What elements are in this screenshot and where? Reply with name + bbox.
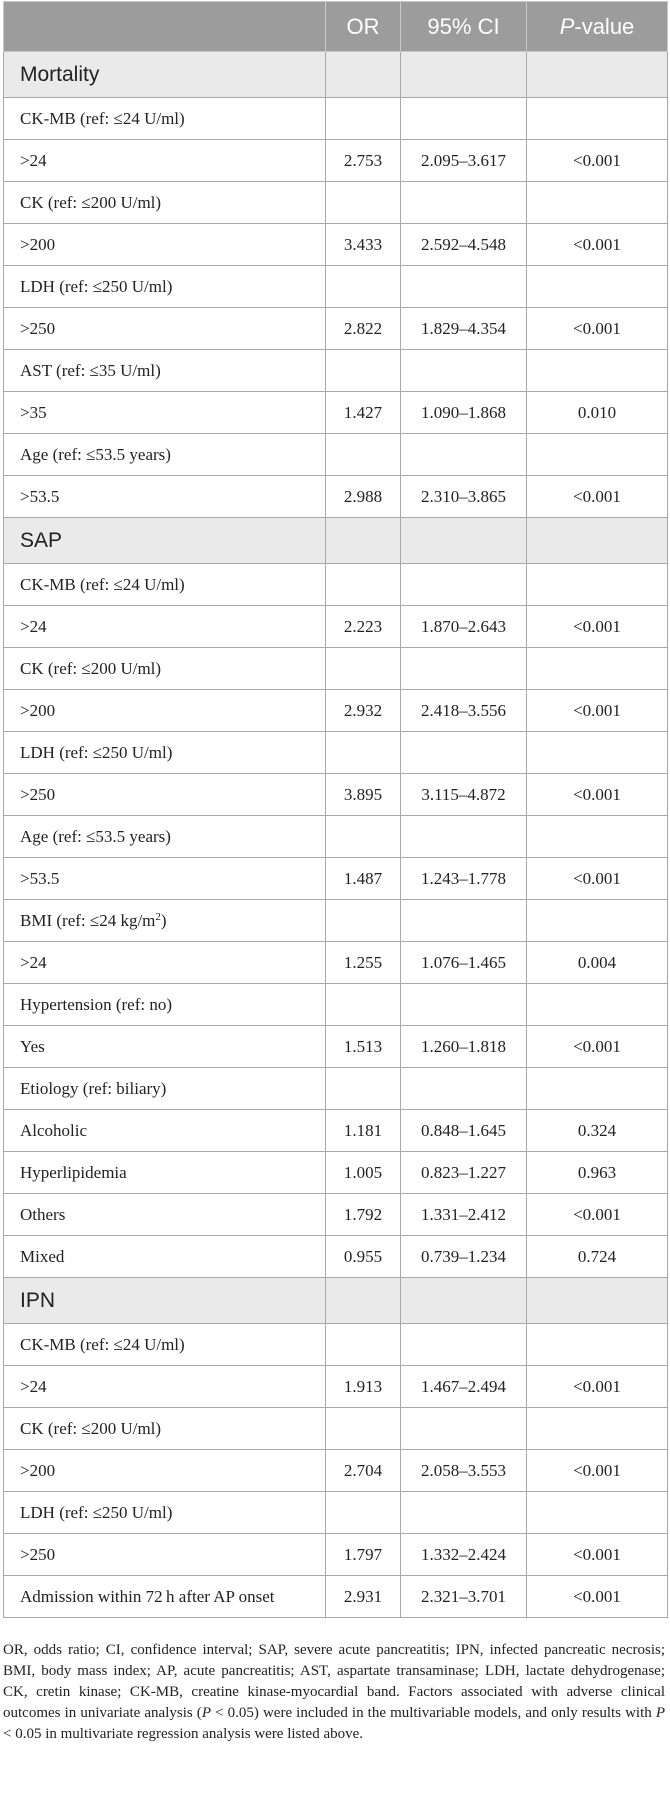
- confidence-interval-cell: 0.823–1.227: [401, 1152, 527, 1194]
- odds-ratio-cell: 1.427: [326, 392, 401, 434]
- p-value-cell: <0.001: [527, 1366, 668, 1408]
- table-row: [4, 984, 668, 1026]
- section-empty-cell: [401, 52, 527, 98]
- section-empty-cell: [326, 518, 401, 564]
- row-label: [4, 648, 326, 690]
- table-row: [4, 732, 668, 774]
- row-label: [4, 350, 326, 392]
- table-row: [4, 1450, 668, 1492]
- table-row: [4, 98, 668, 140]
- table-row: [4, 1152, 668, 1194]
- section-empty-cell: [527, 1278, 668, 1324]
- odds-ratio-cell: 2.931: [326, 1576, 401, 1618]
- confidence-interval-cell: 1.331–2.412: [401, 1194, 527, 1236]
- p-value-cell: [527, 1068, 668, 1110]
- p-value-cell: <0.001: [527, 1534, 668, 1576]
- confidence-interval-cell: 2.592–4.548: [401, 224, 527, 266]
- row-label: [4, 182, 326, 224]
- confidence-interval-cell: [401, 1492, 527, 1534]
- table-row: [4, 1366, 668, 1408]
- confidence-interval-cell: [401, 434, 527, 476]
- table-row: [4, 1534, 668, 1576]
- header-ci: 95% CI: [401, 2, 527, 52]
- footnote-text-2: < 0.05) were included in the multivariable models, and only results with: [210, 1705, 656, 1721]
- odds-ratio-cell: [326, 266, 401, 308]
- p-value-cell: [527, 98, 668, 140]
- table-row: [4, 140, 668, 182]
- section-title: SAP: [4, 518, 326, 564]
- confidence-interval-cell: 1.260–1.818: [401, 1026, 527, 1068]
- table-row: [4, 648, 668, 690]
- table-row: [4, 1110, 668, 1152]
- row-label: [4, 606, 326, 648]
- row-label-text: >35: [20, 402, 47, 422]
- table-row: [4, 1576, 668, 1618]
- table-row: [4, 350, 668, 392]
- row-label-text: >250: [20, 784, 56, 804]
- row-label-text: Hypertension (ref: no): [20, 994, 173, 1014]
- confidence-interval-cell: [401, 648, 527, 690]
- row-label-text: >24: [20, 1376, 47, 1396]
- odds-ratio-cell: 1.913: [326, 1366, 401, 1408]
- confidence-interval-cell: 1.467–2.494: [401, 1366, 527, 1408]
- p-value-cell: [527, 732, 668, 774]
- row-label-text: >250: [20, 318, 56, 338]
- odds-ratio-cell: [326, 98, 401, 140]
- table-row: [4, 476, 668, 518]
- table-row: [4, 858, 668, 900]
- confidence-interval-cell: [401, 1408, 527, 1450]
- row-label-text: >53.5: [20, 868, 60, 888]
- confidence-interval-cell: [401, 182, 527, 224]
- p-value-cell: [527, 182, 668, 224]
- confidence-interval-cell: 2.310–3.865: [401, 476, 527, 518]
- row-label: [4, 266, 326, 308]
- odds-ratio-cell: 1.797: [326, 1534, 401, 1576]
- table-row: [4, 816, 668, 858]
- p-value-cell: [527, 984, 668, 1026]
- row-label: [4, 1450, 326, 1492]
- row-label-text: LDH (ref: ≤250 U/ml): [20, 1502, 173, 1522]
- odds-ratio-cell: 2.988: [326, 476, 401, 518]
- p-value-cell: <0.001: [527, 858, 668, 900]
- row-label: [4, 1194, 326, 1236]
- odds-ratio-cell: [326, 1068, 401, 1110]
- row-label-text: Alcoholic: [20, 1120, 88, 1140]
- p-value-cell: <0.001: [527, 140, 668, 182]
- confidence-interval-cell: 1.870–2.643: [401, 606, 527, 648]
- row-label: [4, 942, 326, 984]
- p-value-cell: [527, 1408, 668, 1450]
- odds-ratio-cell: [326, 1324, 401, 1366]
- odds-ratio-cell: [326, 648, 401, 690]
- table-row: [4, 308, 668, 350]
- p-value-cell: [527, 1324, 668, 1366]
- odds-ratio-cell: [326, 564, 401, 606]
- odds-ratio-cell: 2.223: [326, 606, 401, 648]
- confidence-interval-cell: 2.418–3.556: [401, 690, 527, 732]
- p-value-cell: [527, 816, 668, 858]
- row-label-text: LDH (ref: ≤250 U/ml): [20, 276, 173, 296]
- row-label: [4, 732, 326, 774]
- table-row: [4, 182, 668, 224]
- p-value-cell: [527, 648, 668, 690]
- section-empty-cell: [401, 1278, 527, 1324]
- row-label: [4, 690, 326, 732]
- footnote-p-1: P: [201, 1705, 211, 1721]
- row-label: [4, 308, 326, 350]
- p-value-cell: [527, 1492, 668, 1534]
- confidence-interval-cell: [401, 350, 527, 392]
- table-body: [4, 52, 668, 1618]
- row-label-tail: ): [160, 910, 167, 930]
- odds-ratio-cell: 2.932: [326, 690, 401, 732]
- odds-ratio-cell: 3.895: [326, 774, 401, 816]
- p-value-cell: <0.001: [527, 1194, 668, 1236]
- confidence-interval-cell: [401, 900, 527, 942]
- row-label-text: >24: [20, 150, 47, 170]
- footnote-p-2: P: [655, 1705, 666, 1721]
- row-label-text: CK-MB (ref: ≤24 U/ml): [20, 108, 185, 128]
- p-value-cell: <0.001: [527, 1450, 668, 1492]
- row-label-text: CK-MB (ref: ≤24 U/ml): [20, 1334, 185, 1354]
- confidence-interval-cell: [401, 816, 527, 858]
- confidence-interval-cell: 1.090–1.868: [401, 392, 527, 434]
- row-label: [4, 858, 326, 900]
- odds-ratio-cell: 1.181: [326, 1110, 401, 1152]
- row-label-text: Age (ref: ≤53.5 years): [20, 444, 171, 464]
- row-label: [4, 1152, 326, 1194]
- confidence-interval-cell: 1.243–1.778: [401, 858, 527, 900]
- row-label-text: CK-MB (ref: ≤24 U/ml): [20, 574, 185, 594]
- row-label-text: Admission within 72 h after AP onset: [20, 1586, 275, 1606]
- results-table: [3, 1, 668, 1618]
- table-row: [4, 434, 668, 476]
- row-label: [4, 224, 326, 266]
- section-empty-cell: [326, 52, 401, 98]
- confidence-interval-cell: 2.058–3.553: [401, 1450, 527, 1492]
- row-label: [4, 1110, 326, 1152]
- p-value-cell: <0.001: [527, 308, 668, 350]
- p-value-cell: [527, 434, 668, 476]
- header-p-rest: -value: [574, 13, 635, 39]
- odds-ratio-cell: 1.792: [326, 1194, 401, 1236]
- confidence-interval-cell: 2.321–3.701: [401, 1576, 527, 1618]
- odds-ratio-cell: [326, 1492, 401, 1534]
- row-label: [4, 1408, 326, 1450]
- row-label-text: >24: [20, 616, 47, 636]
- section-title: IPN: [4, 1278, 326, 1324]
- odds-ratio-cell: [326, 984, 401, 1026]
- row-label-text: >53.5: [20, 486, 60, 506]
- header-variable: [4, 2, 326, 52]
- row-label: [4, 774, 326, 816]
- p-value-cell: [527, 350, 668, 392]
- row-label: [4, 434, 326, 476]
- odds-ratio-cell: [326, 434, 401, 476]
- p-value-cell: <0.001: [527, 1026, 668, 1068]
- row-label: [4, 984, 326, 1026]
- table-footnote: [3, 1640, 665, 1745]
- p-value-cell: 0.724: [527, 1236, 668, 1278]
- row-label-text: >250: [20, 1544, 56, 1564]
- row-label: [4, 1534, 326, 1576]
- table-row: [4, 900, 668, 942]
- row-label: [4, 1366, 326, 1408]
- row-label-text: CK (ref: ≤200 U/ml): [20, 1418, 162, 1438]
- row-label-text: CK (ref: ≤200 U/ml): [20, 192, 162, 212]
- confidence-interval-cell: 3.115–4.872: [401, 774, 527, 816]
- section-row: [4, 518, 668, 564]
- odds-ratio-cell: 1.005: [326, 1152, 401, 1194]
- table-row: [4, 266, 668, 308]
- p-value-cell: [527, 900, 668, 942]
- odds-ratio-cell: 2.822: [326, 308, 401, 350]
- row-label: [4, 1576, 326, 1618]
- row-label: [4, 392, 326, 434]
- header-or: OR: [326, 2, 401, 52]
- row-label-text: Yes: [20, 1036, 45, 1056]
- table-row: [4, 1194, 668, 1236]
- p-value-cell: 0.324: [527, 1110, 668, 1152]
- row-label: [4, 1492, 326, 1534]
- header-p-value: [527, 2, 668, 52]
- p-value-cell: <0.001: [527, 476, 668, 518]
- row-label-text: Hyperlipidemia: [20, 1162, 127, 1182]
- table-row: [4, 1492, 668, 1534]
- table-row: [4, 564, 668, 606]
- header-row: [4, 2, 668, 52]
- row-label-text: >200: [20, 700, 56, 720]
- section-row: [4, 1278, 668, 1324]
- section-empty-cell: [326, 1278, 401, 1324]
- row-label-text: AST (ref: ≤35 U/ml): [20, 360, 161, 380]
- confidence-interval-cell: [401, 1068, 527, 1110]
- p-value-cell: 0.004: [527, 942, 668, 984]
- odds-ratio-cell: [326, 1408, 401, 1450]
- odds-ratio-cell: 1.513: [326, 1026, 401, 1068]
- row-label-text: Age (ref: ≤53.5 years): [20, 826, 171, 846]
- confidence-interval-cell: 0.739–1.234: [401, 1236, 527, 1278]
- table-row: [4, 606, 668, 648]
- confidence-interval-cell: [401, 984, 527, 1026]
- odds-ratio-cell: [326, 732, 401, 774]
- table-row: [4, 942, 668, 984]
- p-value-cell: <0.001: [527, 606, 668, 648]
- section-title: Mortality: [4, 52, 326, 98]
- row-label-superscript: 2: [155, 910, 161, 923]
- odds-ratio-cell: 2.753: [326, 140, 401, 182]
- p-value-cell: <0.001: [527, 774, 668, 816]
- row-label: [4, 476, 326, 518]
- header-p-italic: P: [559, 13, 575, 39]
- confidence-interval-cell: [401, 564, 527, 606]
- row-label-text: CK (ref: ≤200 U/ml): [20, 658, 162, 678]
- p-value-cell: [527, 266, 668, 308]
- table-row: [4, 1236, 668, 1278]
- confidence-interval-cell: [401, 266, 527, 308]
- row-label-text: >200: [20, 1460, 56, 1480]
- odds-ratio-cell: 2.704: [326, 1450, 401, 1492]
- row-label-text: >24: [20, 952, 47, 972]
- table-row: [4, 774, 668, 816]
- p-value-cell: <0.001: [527, 1576, 668, 1618]
- confidence-interval-cell: [401, 732, 527, 774]
- row-label-text: >200: [20, 234, 56, 254]
- confidence-interval-cell: 1.076–1.465: [401, 942, 527, 984]
- table-row: [4, 1026, 668, 1068]
- odds-ratio-cell: 3.433: [326, 224, 401, 266]
- odds-ratio-cell: 1.487: [326, 858, 401, 900]
- row-label: [4, 900, 326, 942]
- row-label-text: BMI (ref: ≤24 kg/m: [20, 910, 156, 930]
- table-row: [4, 1408, 668, 1450]
- row-label: [4, 98, 326, 140]
- odds-ratio-cell: 1.255: [326, 942, 401, 984]
- row-label: [4, 140, 326, 182]
- confidence-interval-cell: 1.829–4.354: [401, 308, 527, 350]
- odds-ratio-cell: [326, 816, 401, 858]
- row-label: [4, 816, 326, 858]
- row-label-text: Others: [20, 1204, 66, 1224]
- p-value-cell: <0.001: [527, 224, 668, 266]
- footnote-text-1: OR, odds ratio; CI, confidence interval; SAP, severe acute pancreatitis; IPN, infected pancreatic necrosis; BMI, body mass index; AP, acute pancreatitis; AST, aspartate transaminase; LDH, lactate dehydrogenase; CK, cretin kinase; CK-MB, creatine kinase-myocardial band. Factors associated with adverse clinical outcomes in univariate analysis (: [3, 1642, 665, 1721]
- section-row: [4, 52, 668, 98]
- odds-ratio-cell: [326, 350, 401, 392]
- row-label-text: Etiology (ref: biliary): [20, 1078, 167, 1098]
- table-header: [4, 2, 668, 52]
- section-empty-cell: [527, 518, 668, 564]
- row-label: [4, 1324, 326, 1366]
- footnote-text-3: < 0.05 in multivariate regression analysis were listed above.: [3, 1726, 364, 1742]
- p-value-cell: 0.010: [527, 392, 668, 434]
- p-value-cell: [527, 564, 668, 606]
- odds-ratio-cell: [326, 900, 401, 942]
- section-empty-cell: [527, 52, 668, 98]
- section-empty-cell: [401, 518, 527, 564]
- odds-ratio-cell: 0.955: [326, 1236, 401, 1278]
- confidence-interval-cell: 0.848–1.645: [401, 1110, 527, 1152]
- p-value-cell: <0.001: [527, 690, 668, 732]
- confidence-interval-cell: [401, 1324, 527, 1366]
- table-row: [4, 224, 668, 266]
- row-label: [4, 1068, 326, 1110]
- row-label-text: Mixed: [20, 1246, 65, 1266]
- confidence-interval-cell: 2.095–3.617: [401, 140, 527, 182]
- row-label: [4, 564, 326, 606]
- row-label-text: LDH (ref: ≤250 U/ml): [20, 742, 173, 762]
- row-label: [4, 1236, 326, 1278]
- table-row: [4, 1324, 668, 1366]
- odds-ratio-cell: [326, 182, 401, 224]
- table-row: [4, 392, 668, 434]
- table-row: [4, 1068, 668, 1110]
- table-row: [4, 690, 668, 732]
- row-label: [4, 1026, 326, 1068]
- confidence-interval-cell: 1.332–2.424: [401, 1534, 527, 1576]
- confidence-interval-cell: [401, 98, 527, 140]
- p-value-cell: 0.963: [527, 1152, 668, 1194]
